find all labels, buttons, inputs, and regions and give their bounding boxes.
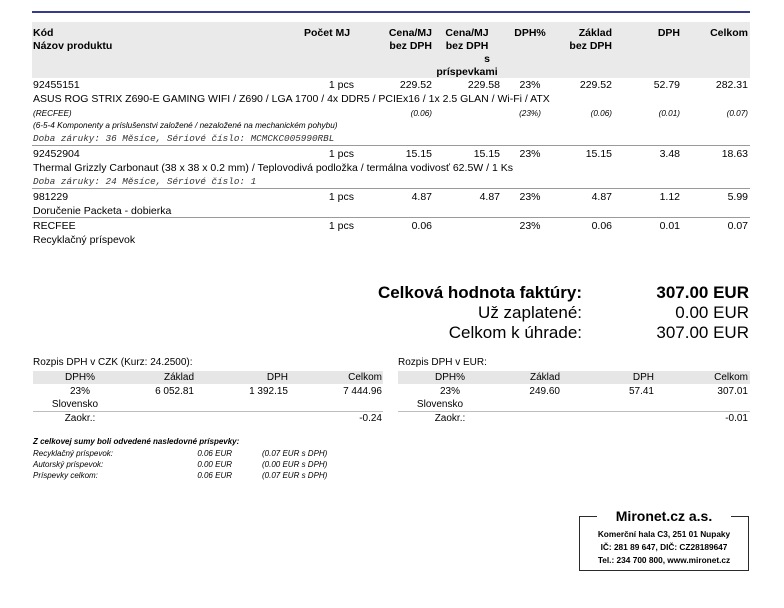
item-vat: 0.01 [659,220,680,232]
item-price: 229.52 [399,79,432,91]
item-vat-pct: 23% [519,191,541,203]
vat-eur-h-pct: DPH% [434,372,465,383]
contribution-value: 0.00 EUR [197,460,232,469]
vat-eur-base: 249.60 [529,386,560,397]
vat-czk-vat: 1 392.15 [249,386,288,397]
contribution-value: 0.06 EUR [197,449,232,458]
item-code: 92455151 [33,79,80,91]
col-dph: DPH [657,27,680,39]
vat-czk-h-total: Celkom [348,372,382,383]
col-dph-pct: DPH% [514,27,546,39]
vat-eur-round-label: Zaokr.: [434,413,466,424]
stamp-company: Mironet.cz a.s. [615,508,713,524]
vat-eur-round-value: -0.01 [725,413,748,424]
item-vat: 1.12 [659,191,680,203]
vat-czk-base: 6 052.81 [155,386,194,397]
contribution-with-vat: (0.07 EUR s DPH) [262,471,328,480]
vat-czk-country: Slovensko [51,399,99,410]
vat-eur-h-vat: DPH [632,372,654,383]
item-fee-price: (0.06) [410,109,432,118]
item-vat: 3.48 [659,148,680,160]
row-divider [32,188,750,189]
item-price: 15.15 [405,148,432,160]
vat-czk-h-pct: DPH% [64,372,95,383]
item-price-fees: 229.58 [467,79,500,91]
contribution-label: Príspevky celkom: [33,471,98,480]
contributions-title: Z celkovej sumy boli odvedené nasledovné príspevky: [33,437,240,446]
item-vat-pct: 23% [519,220,541,232]
item-warranty: Doba záruky: 24 Měsíce, Sériové číslo: 1 [33,176,257,187]
item-qty: 1 pcs [328,191,354,203]
due-label: Celkom k úhrade: [448,323,582,342]
item-total: 18.63 [721,148,748,160]
row-divider [32,145,750,146]
contribution-with-vat: (0.07 EUR s DPH) [262,449,328,458]
item-fee-total: (0.07) [726,109,748,118]
contribution-label: Recyklačný príspevok: [33,449,114,458]
vat-czk-title: Rozpis DPH v CZK (Kurz: 24.2500): [33,357,193,368]
item-category: (6-5-4 Komponenty a príslušenstvi založené / nezaložené na mechanickém pohybu) [33,121,338,130]
item-total: 282.31 [715,79,748,91]
paid-label: Už zaplatené: [478,303,582,322]
item-base: 229.52 [579,79,612,91]
item-name: Recyklačný príspevok [33,234,136,246]
item-vat: 52.79 [653,79,680,91]
item-qty: 1 pcs [328,79,354,91]
item-price-fees: 4.87 [479,191,500,203]
vat-czk-divider [33,411,383,412]
vat-eur-divider [398,411,750,412]
invoice-total-value: 307.00 EUR [656,283,749,302]
item-total: 5.99 [727,191,748,203]
stamp-address: Komerční hala C3, 251 01 Nupaky [597,529,731,539]
contribution-with-vat: (0.00 EUR s DPH) [262,460,328,469]
vat-czk-round-label: Zaokr.: [64,413,96,424]
vat-czk-total: 7 444.96 [343,386,382,397]
item-fee-base: (0.06) [590,109,612,118]
vat-czk-h-vat: DPH [266,372,288,383]
item-base: 0.06 [591,220,612,232]
item-fee-label: (RECFEE) [33,109,72,118]
item-vat-pct: 23% [519,79,541,91]
item-price: 4.87 [411,191,432,203]
paid-value: 0.00 EUR [675,303,749,322]
item-code: 92452904 [33,148,80,160]
vat-eur-total: 307.01 [717,386,748,397]
col-cenas-2: bez DPH [445,40,489,52]
col-zaklad-1: Základ [578,27,612,39]
vat-czk-h-base: Základ [163,372,194,383]
item-fee-vat: (0.01) [658,109,680,118]
col-cena-2: bez DPH [389,40,432,52]
col-celkom: Celkom [710,27,748,39]
col-kod: Kód [33,27,54,39]
item-fee-vat-pct: (23%) [519,109,541,118]
item-code: RECFEE [33,220,76,232]
col-pocet-mj: Počet MJ [304,27,351,39]
col-cena-1: Cena/MJ [388,27,432,39]
vat-eur-title: Rozpis DPH v EUR: [398,357,487,368]
due-value: 307.00 EUR [656,323,749,342]
vat-eur-country: Slovensko [416,399,464,410]
item-vat-pct: 23% [519,148,541,160]
stamp-ids: IČ: 281 89 647, DIČ: CZ28189647 [600,542,728,552]
item-code: 981229 [33,191,69,203]
col-cenas-4: príspevkami [436,66,498,78]
item-price-fees: 15.15 [473,148,500,160]
vat-czk-round-value: -0.24 [359,413,382,424]
item-qty: 1 pcs [328,220,354,232]
item-warranty: Doba záruky: 36 Měsíce, Sériové číslo: MCMCKC005990RBL [33,133,335,144]
vat-eur-pct: 23% [439,386,460,397]
item-name: Doručenie Packeta - dobierka [33,205,172,217]
col-cenas-3: s [484,53,490,65]
stamp-contact: Tel.: 234 700 800, www.mironet.cz [597,555,731,565]
item-base: 4.87 [591,191,612,203]
vat-eur-vat: 57.41 [628,386,654,397]
col-nazov: Názov produktu [33,40,113,52]
item-name: Thermal Grizzly Carbonaut (38 x 38 x 0.2 mm) / Teplovodivá podložka / termálna vodivosť 62.5W / 1 Ks [33,162,513,174]
contribution-label: Autorský príspevok: [33,460,104,469]
item-qty: 1 pcs [328,148,354,160]
item-price: 0.06 [411,220,432,232]
col-cenas-1: Cena/MJ [445,27,489,39]
item-total: 0.07 [727,220,748,232]
invoice-total-label: Celková hodnota faktúry: [377,283,582,302]
vat-eur-h-total: Celkom [714,372,748,383]
row-divider [32,217,750,218]
contribution-value: 0.06 EUR [197,471,232,480]
vat-czk-pct: 23% [69,386,90,397]
item-base: 15.15 [585,148,612,160]
top-rule [32,11,750,13]
col-zaklad-2: bez DPH [569,40,612,52]
vat-eur-h-base: Základ [529,372,560,383]
item-name: ASUS ROG STRIX Z690-E GAMING WIFI / Z690 / LGA 1700 / 4x DDR5 / PCIEx16 / 1x 2.5 GLAN / Wi-Fi / ATX [33,93,550,105]
